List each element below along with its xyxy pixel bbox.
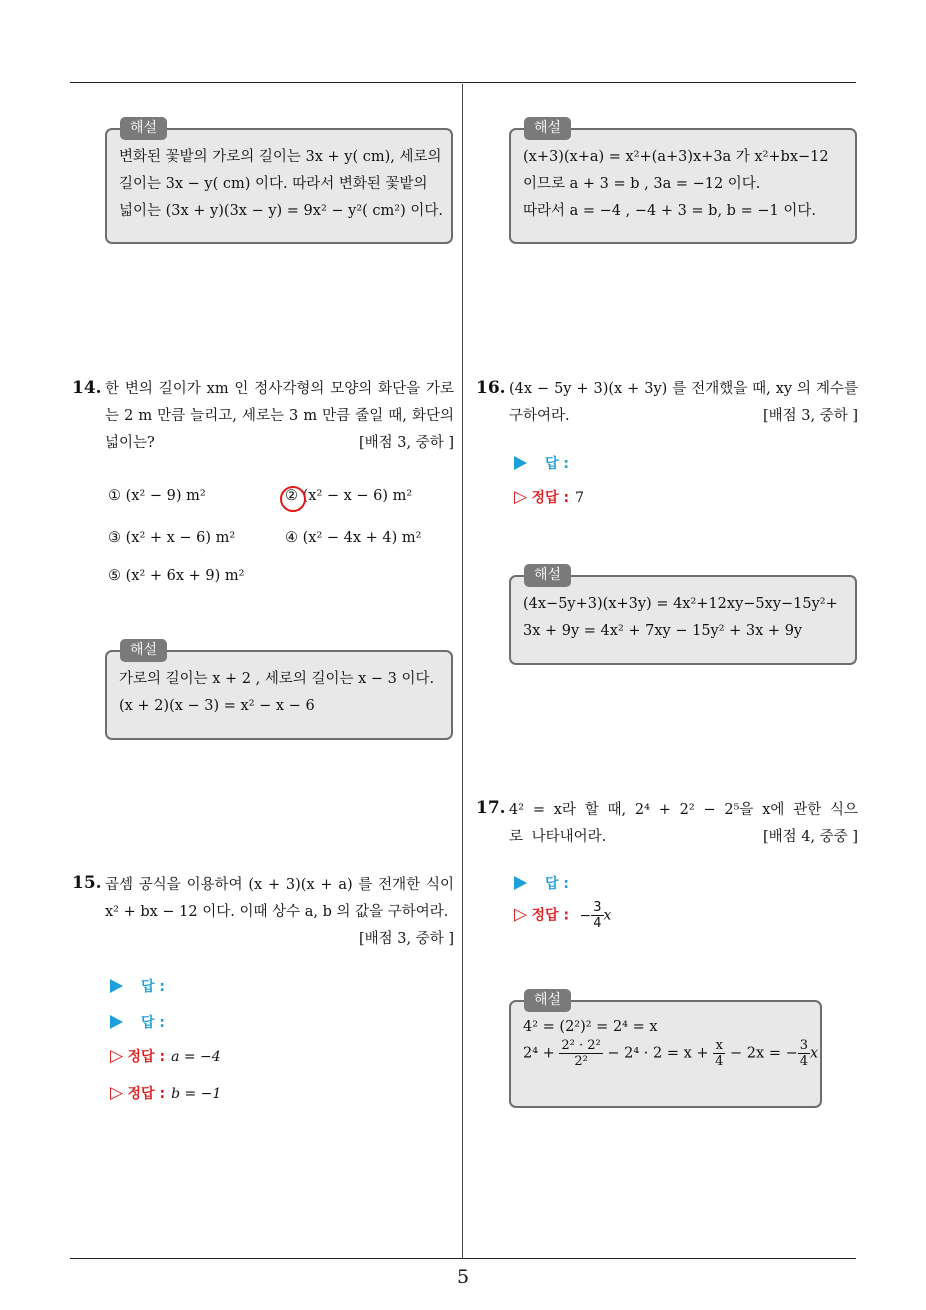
outline-triangle-icon: ▷ (514, 904, 528, 925)
answer-variable: x (603, 907, 612, 924)
question-14 (105, 376, 454, 457)
question-16 (509, 376, 858, 430)
answer-label: 답 : (545, 876, 569, 892)
answer-label: 답 : (141, 1015, 165, 1031)
answer-fraction (591, 900, 603, 931)
question-text: 곱셈 공식을 이용하여 (x + 3)(x + a) 를 전개한 식이 x² + bx − 12 이다. 이때 상수 a, b 의 값을 구하여라. (105, 877, 454, 920)
solution-line: 변화된 꽃밭의 가로의 길이는 3x + y( cm), 세로의 (119, 149, 442, 165)
question-number-15: 15. (72, 873, 102, 893)
choice-5[interactable]: ⑤ (x² + 6x + 9) m² (108, 568, 245, 584)
fraction-numerator: 3 (593, 900, 602, 915)
answer-sign: − (579, 907, 592, 924)
solution-tag: 해설 (524, 989, 571, 1012)
question-meta: [배점 3, 중하 ] (358, 435, 454, 451)
solution-line: 따라서 a = −4 , −4 + 3 = b, b = −1 이다. (523, 203, 816, 219)
correct-answer-16 (514, 487, 584, 507)
solution-tag: 해설 (120, 117, 167, 140)
question-meta: [배점 3, 중하 ] (762, 408, 858, 424)
correct-answer-1 (110, 1046, 221, 1066)
bottom-rule (70, 1258, 856, 1259)
play-triangle-icon (514, 876, 527, 890)
solution-line: (x + 2)(x − 3) = x² − x − 6 (119, 698, 315, 714)
question-number-16: 16. (476, 378, 506, 398)
solution-tag: 해설 (524, 117, 571, 140)
solution-box-14 (105, 642, 453, 740)
outline-triangle-icon: ▷ (110, 1083, 124, 1103)
solution-box-16 (509, 567, 857, 665)
expr-fraction (798, 1038, 810, 1069)
solution-line: 길이는 3x − y( cm) 이다. 따라서 변화된 꽃밭의 (119, 176, 428, 192)
solution-line: (4x−5y+3)(x+3y) = 4x²+12xy−5xy−15y²+ (523, 596, 838, 612)
solution-line: 넓이는 (3x + y)(3x − y) = 9x² − y²( cm²) 이다. (119, 203, 443, 219)
play-triangle-icon (110, 979, 123, 993)
fraction-denominator: 4 (715, 1054, 724, 1069)
question-number-14: 14. (72, 378, 102, 398)
fraction-numerator: 2² · 2² (561, 1038, 601, 1053)
correct-label: 정답 : (531, 907, 570, 924)
solution-box-13 (105, 120, 453, 244)
question-meta: [배점 3, 중하 ] (358, 931, 454, 947)
solution-line: 가로의 길이는 x + 2 , 세로의 길이는 x − 3 이다. (119, 671, 435, 687)
choice-2[interactable]: ② (x² − x − 6) m² (285, 488, 413, 504)
top-rule (70, 82, 856, 83)
question-text: 4² = x라 할 때, 2⁴ + 2² − 2⁵을 x에 관한 식으로 나타내어라. (509, 802, 858, 845)
column-divider (462, 84, 463, 1259)
answer-label: 답 : (141, 979, 165, 995)
play-triangle-icon (514, 456, 527, 470)
correct-label: 정답 : (531, 490, 570, 506)
solution-line: (x+3)(x+a) = x²+(a+3)x+3a 가 x²+bx−12 (523, 149, 829, 165)
correct-answer-2 (110, 1083, 221, 1103)
answer-value: b = −1 (171, 1086, 222, 1102)
fraction-numerator: x (713, 1038, 725, 1054)
choice-1[interactable]: ① (x² − 9) m² (108, 488, 206, 504)
expr-part: 2⁴ + (523, 1045, 555, 1062)
page-number: 5 (456, 1266, 470, 1288)
answer-blank-16 (514, 453, 569, 473)
correct-label: 정답 : (127, 1086, 166, 1102)
correct-answer-17 (514, 900, 611, 931)
outline-triangle-icon: ▷ (110, 1046, 124, 1066)
expr-part: − 2x = − (730, 1045, 798, 1062)
answer-value: 7 (575, 490, 584, 506)
question-number-17: 17. (476, 798, 506, 818)
solution-tag: 해설 (524, 564, 571, 587)
choice-3[interactable]: ③ (x² + x − 6) m² (108, 530, 236, 546)
solution-tag: 해설 (120, 639, 167, 662)
expr-part: x (810, 1045, 819, 1062)
answer-label: 답 : (545, 456, 569, 472)
expr-part: − 2⁴ · 2 = x + (607, 1045, 709, 1062)
solution-line: 이므로 a + 3 = b , 3a = −12 이다. (523, 176, 761, 192)
expr-fraction (559, 1038, 602, 1069)
question-text: 한 변의 길이가 xm 인 정사각형의 모양의 화단을 가로는 2 m 만큼 늘리고, 세로는 3 m 만큼 줄일 때, 화단의 넓이는? (105, 381, 454, 451)
question-meta: [배점 4, 중중 ] (762, 829, 858, 845)
expr-fraction (713, 1038, 725, 1069)
answer-blank-1 (110, 976, 165, 996)
outline-triangle-icon: ▷ (514, 487, 528, 507)
fraction-denominator: 4 (593, 916, 602, 931)
question-text: (4x − 5y + 3)(x + 3y) 를 전개했을 때, xy 의 계수를 구하여라. (509, 381, 858, 424)
solution-box-17 (509, 992, 822, 1108)
question-15 (105, 872, 454, 953)
selected-answer-circle (280, 486, 306, 512)
fraction-denominator: 2² (574, 1054, 588, 1069)
solution-line: 3x + 9y = 4x² + 7xy − 15y² + 3x + 9y (523, 623, 803, 639)
fraction-numerator: 3 (799, 1038, 809, 1053)
answer-blank-2 (110, 1012, 165, 1032)
question-17 (509, 797, 858, 851)
solution-line: 4² = (2²)² = 2⁴ = x (523, 1019, 658, 1035)
choice-4[interactable]: ④ (x² − 4x + 4) m² (285, 530, 422, 546)
answer-blank-17 (514, 873, 569, 893)
correct-label: 정답 : (127, 1049, 166, 1065)
fraction-denominator: 4 (799, 1054, 809, 1069)
solution-line (523, 1038, 819, 1069)
play-triangle-icon (110, 1015, 123, 1029)
solution-box-prev (509, 120, 857, 244)
answer-value: a = −4 (171, 1049, 221, 1065)
